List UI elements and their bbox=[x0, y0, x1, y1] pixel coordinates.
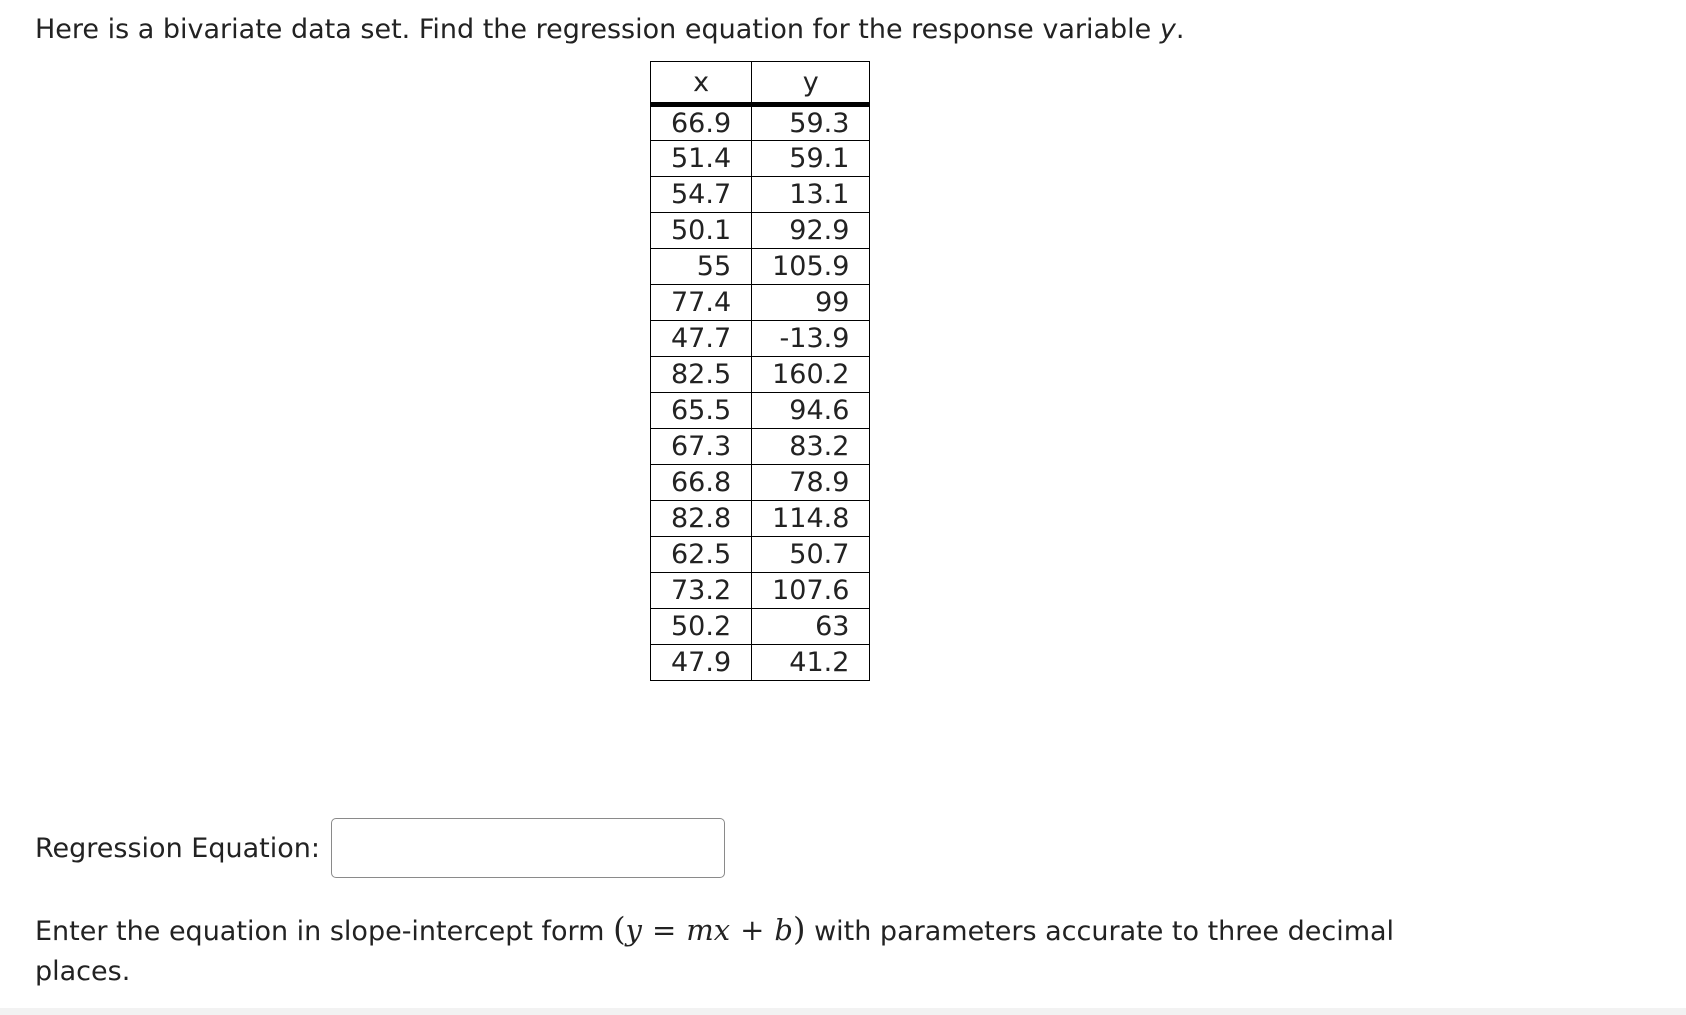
table-header-row bbox=[651, 62, 870, 105]
formula-b: b bbox=[774, 913, 793, 947]
cell-x: 47.7 bbox=[651, 321, 752, 357]
table-row bbox=[651, 429, 870, 465]
question-prefix: Here is a bivariate data set. Find the regression equation for the response variable bbox=[35, 14, 1160, 45]
cell-y: 114.8 bbox=[752, 501, 870, 537]
cell-y: 160.2 bbox=[752, 357, 870, 393]
cell-y: 92.9 bbox=[752, 213, 870, 249]
cell-y: 41.2 bbox=[752, 645, 870, 681]
cell-y: 50.7 bbox=[752, 537, 870, 573]
bivariate-data-table bbox=[650, 61, 870, 681]
cell-y: 78.9 bbox=[752, 465, 870, 501]
table-row bbox=[651, 213, 870, 249]
cell-x: 82.5 bbox=[651, 357, 752, 393]
table-row bbox=[651, 393, 870, 429]
cell-y: 59.1 bbox=[752, 141, 870, 177]
table-row bbox=[651, 573, 870, 609]
table-row bbox=[651, 537, 870, 573]
table-row bbox=[651, 105, 870, 141]
table-row bbox=[651, 249, 870, 285]
cell-y: -13.9 bbox=[752, 321, 870, 357]
cell-x: 50.2 bbox=[651, 609, 752, 645]
table-row bbox=[651, 321, 870, 357]
cell-y: 99 bbox=[752, 285, 870, 321]
cell-x: 47.9 bbox=[651, 645, 752, 681]
formula-open-paren: ( bbox=[613, 910, 626, 948]
formula-close-paren: ) bbox=[793, 910, 806, 948]
formula-mx: mx bbox=[686, 913, 731, 947]
table-row bbox=[651, 609, 870, 645]
regression-equation-input[interactable] bbox=[331, 818, 725, 878]
cell-x: 66.8 bbox=[651, 465, 752, 501]
cell-x: 50.1 bbox=[651, 213, 752, 249]
cell-x: 73.2 bbox=[651, 573, 752, 609]
cell-y: 63 bbox=[752, 609, 870, 645]
slope-intercept-formula bbox=[613, 910, 806, 948]
cell-y: 83.2 bbox=[752, 429, 870, 465]
cell-x: 62.5 bbox=[651, 537, 752, 573]
cell-y: 13.1 bbox=[752, 177, 870, 213]
cell-x: 77.4 bbox=[651, 285, 752, 321]
response-variable: y bbox=[1159, 14, 1176, 45]
cell-y: 94.6 bbox=[752, 393, 870, 429]
table-row bbox=[651, 177, 870, 213]
question-suffix: . bbox=[1175, 14, 1185, 45]
cell-y: 107.6 bbox=[752, 573, 870, 609]
formula-equals: = bbox=[651, 913, 677, 947]
table-row bbox=[651, 141, 870, 177]
cell-y: 59.3 bbox=[752, 105, 870, 141]
formula-y: y bbox=[625, 913, 642, 947]
instruction-suffix: with parameters accurate to three decimal places. bbox=[35, 916, 1395, 987]
question-text bbox=[35, 12, 1184, 48]
column-header-y: y bbox=[752, 62, 870, 105]
instruction-text bbox=[35, 909, 1455, 992]
answer-row bbox=[35, 817, 725, 879]
formula-plus: + bbox=[740, 913, 765, 947]
regression-equation-label: Regression Equation: bbox=[35, 832, 320, 864]
cell-x: 51.4 bbox=[651, 141, 752, 177]
instruction-prefix: Enter the equation in slope-intercept form bbox=[35, 916, 614, 947]
column-header-x: x bbox=[651, 62, 752, 105]
table-row bbox=[651, 357, 870, 393]
table-row bbox=[651, 285, 870, 321]
table-row bbox=[651, 645, 870, 681]
cell-x: 82.8 bbox=[651, 501, 752, 537]
cell-y: 105.9 bbox=[752, 249, 870, 285]
cell-x: 54.7 bbox=[651, 177, 752, 213]
page-bottom-strip bbox=[0, 1008, 1686, 1015]
cell-x: 65.5 bbox=[651, 393, 752, 429]
cell-x: 55 bbox=[651, 249, 752, 285]
cell-x: 67.3 bbox=[651, 429, 752, 465]
cell-x: 66.9 bbox=[651, 105, 752, 141]
table-row bbox=[651, 465, 870, 501]
table-row bbox=[651, 501, 870, 537]
